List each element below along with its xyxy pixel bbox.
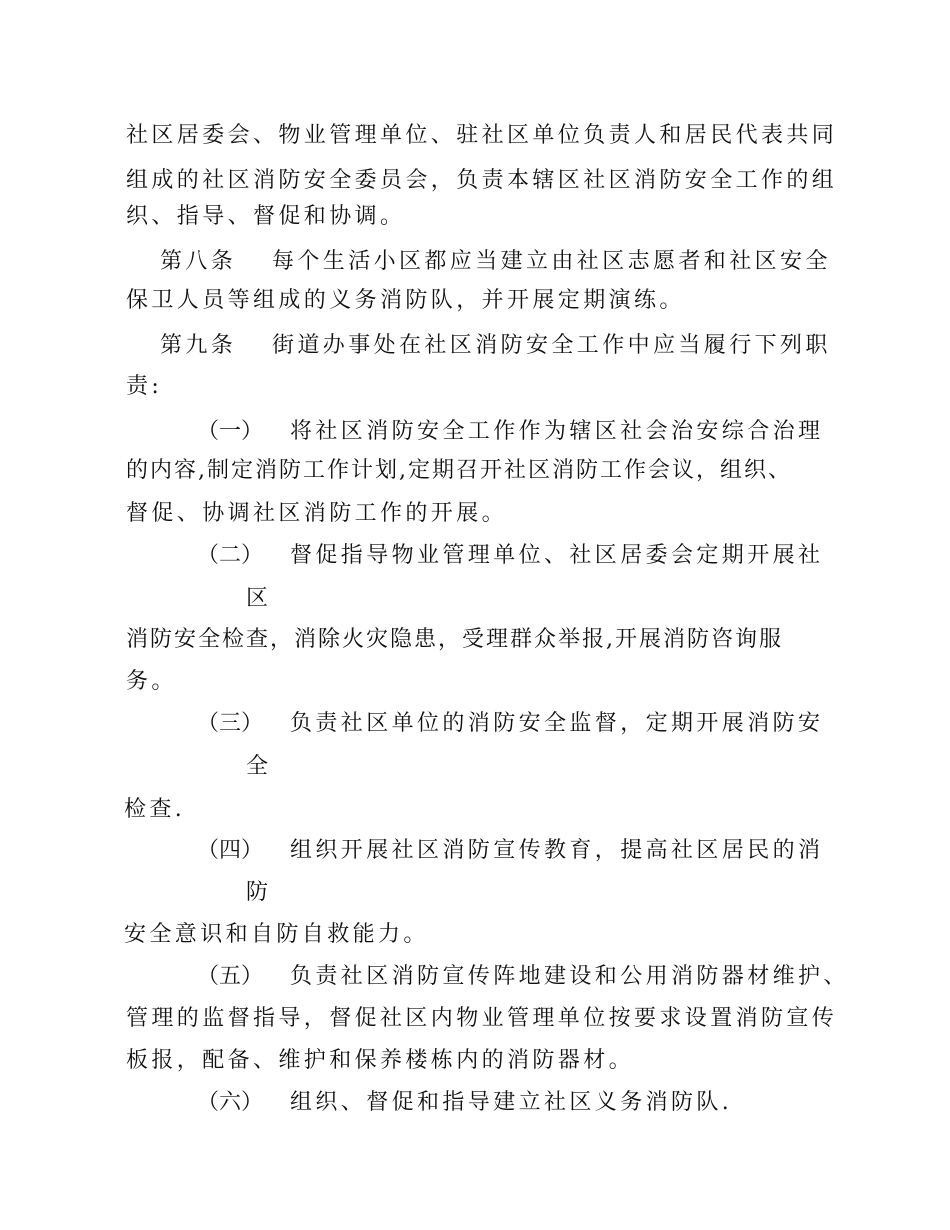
text-line: 社区居委会、物业管理单位、驻社区单位负责人和居民代表共同 [126,123,838,148]
text-line: 的内容,制定消防工作计划,定期召开社区消防工作会议，组织、 [126,458,792,483]
text-line: 督促、协调社区消防工作的开展。 [126,501,508,526]
text-line: 每个生活小区都应当建立由社区志愿者和社区安全 [272,249,831,274]
text-line: 全 [246,754,272,779]
text-line: 防 [246,880,272,905]
text-line: 组织、督促和指导建立社区义务消防队. [290,1090,733,1115]
item-number: （一） [197,419,264,444]
article-number: 第九条 [160,333,237,358]
item-number: （五） [197,964,264,989]
text-line: 督促指导物业管理单位、社区居委会定期开展社 [290,543,824,568]
text-line: 务。 [126,669,177,694]
text-line: 安全意识和自防自救能力。 [124,922,429,947]
text-line: 责: [126,374,163,399]
text-line: 管理的监督指导，督促社区内物业管理单位按要求设置消防宣传 [126,1006,838,1031]
text-line: 消防安全检查，消除火灾隐患，受理群众举报,开展消防咨询服 [126,627,783,652]
text-line: 织、指导、督促和协调。 [126,204,406,229]
text-line: 街道办事处在社区消防安全工作中应当履行下列职 [272,333,831,358]
text-line: 将社区消防安全工作作为辖区社会治安综合治理 [290,419,824,444]
text-line: 组织开展社区消防宣传教育，提高社区居民的消 [290,838,824,863]
article-number: 第八条 [160,249,237,274]
item-number: （三） [197,711,264,736]
text-line: 区 [246,586,272,611]
item-number: （二） [197,543,264,568]
text-line: 负责社区单位的消防安全监督，定期开展消防安 [290,711,824,736]
item-number: （四） [197,838,264,863]
text-line: 保卫人员等组成的义务消防队，并开展定期演练。 [126,288,685,313]
text-line: 组成的社区消防安全委员会，负责本辖区社区消防安全工作的组 [126,168,838,193]
text-line: 负责社区消防宣传阵地建设和公用消防器材维护、 [290,964,849,989]
text-line: 检查. [124,797,186,822]
text-line: 板报，配备、维护和保养楼栋内的消防器材。 [126,1048,635,1073]
item-number: （六） [197,1090,264,1115]
